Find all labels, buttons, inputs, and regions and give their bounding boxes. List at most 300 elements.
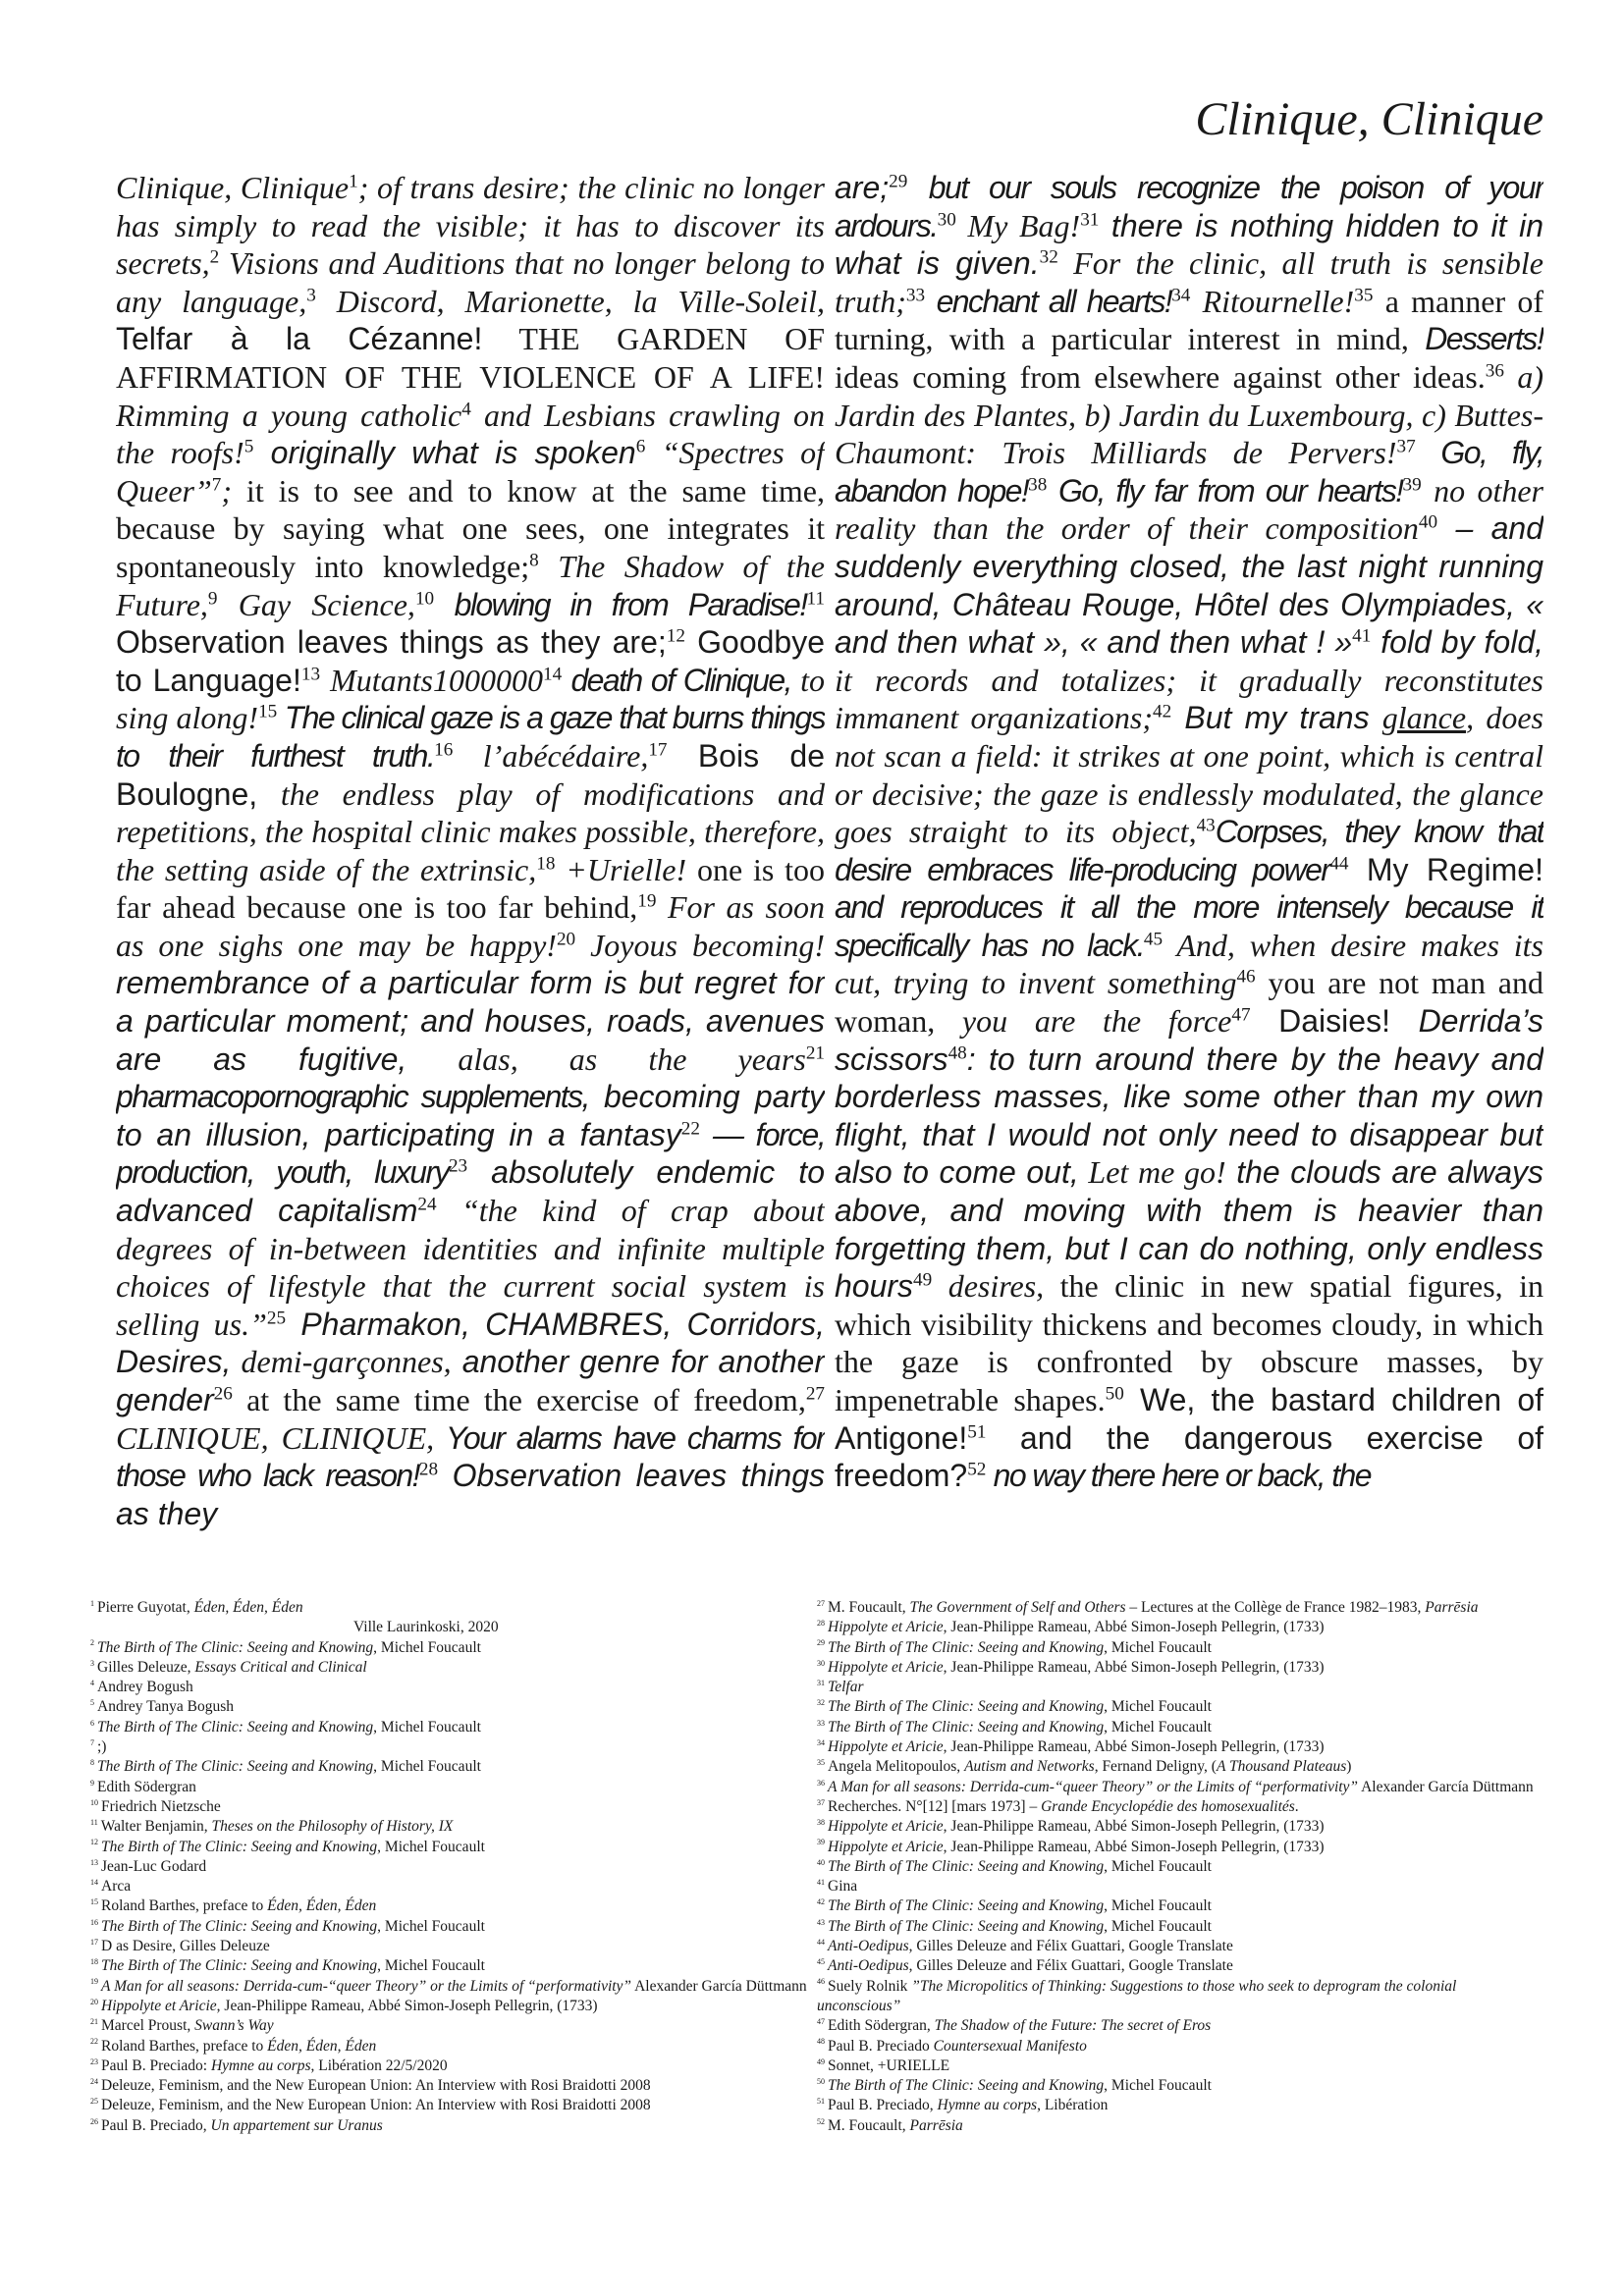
footnote-text: Sonnet, +URIELLE	[828, 2056, 950, 2074]
footnote-text: D as Desire, Gilles Deleuze	[101, 1938, 270, 1955]
footnote-number: 51	[817, 2097, 825, 2107]
footnote	[817, 1917, 1539, 1937]
footnote-text: Andrey Tanya Bogush	[97, 1698, 234, 1716]
footnote-ref: 31	[1080, 208, 1100, 230]
text-run: Clinique, Clinique	[116, 170, 350, 205]
footnote	[817, 1937, 1539, 1956]
footnote	[90, 1778, 812, 1797]
text-run: , does not scan a field: it strikes at one point, which is central or decisive; the gaze is endlessly modulated, the glance goes straight to its object,	[835, 700, 1543, 850]
footnote	[90, 1718, 812, 1737]
text-run: Pharmakon, CHAMBRES, Corridors, Desires,	[116, 1306, 825, 1380]
footnote-ref: 2	[209, 246, 220, 268]
footnotes-left	[90, 1598, 812, 2136]
footnote-ref: 45	[1143, 929, 1164, 950]
footnote	[90, 1697, 812, 1717]
text-run: Go, fly far from our hearts!	[1047, 472, 1403, 508]
footnote	[90, 1598, 812, 1618]
footnote-ref: 46	[1236, 966, 1256, 988]
footnote-ref: 5	[244, 436, 254, 457]
footnote-text: , Michel Foucault	[1104, 1698, 1212, 1716]
footnote-text: The Birth of The Clinic: Seeing and Knowing	[828, 1638, 1105, 1656]
footnote-number: 15	[90, 1897, 98, 1907]
text-run: And, when desire makes its cut, trying to invent something	[835, 927, 1543, 1001]
text-run: My Regime!	[1348, 851, 1543, 887]
footnote	[90, 2116, 812, 2136]
text-run: Observation leaves things as they are;	[116, 624, 667, 661]
footnote-text: M. Foucault,	[828, 2116, 910, 2134]
footnote-text: Grande Encyclopédie des homosexualités	[1041, 1797, 1295, 1815]
footnote-number: 19	[90, 1977, 98, 1987]
footnote-text: The Birth of The Clinic: Seeing and Knowing	[101, 1917, 378, 1935]
footnote-ref: 33	[905, 285, 926, 306]
footnote-text: The Birth of The Clinic: Seeing and Knowing	[828, 1718, 1105, 1735]
footnote	[817, 1678, 1539, 1697]
footnote	[817, 1896, 1539, 1916]
footnote-number: 10	[90, 1797, 98, 1807]
footnote-ref: 37	[1396, 436, 1416, 457]
footnote-ref: 7	[211, 474, 222, 496]
footnote-ref: 40	[1418, 511, 1438, 533]
footnote-ref: 16	[434, 739, 454, 761]
footnote	[817, 1797, 1539, 1817]
footnote-number: 44	[817, 1937, 825, 1947]
footnote	[817, 1778, 1539, 1797]
footnote-number: 23	[90, 2056, 98, 2066]
text-run: Observation leaves things as they	[116, 1458, 825, 1531]
footnote-number: 37	[817, 1797, 825, 1807]
footnote	[90, 2016, 812, 2036]
text-run: Ritournelle!	[1190, 283, 1355, 319]
footnote-text: Swann’s Way	[194, 2017, 274, 2035]
footnote-text: )	[1346, 1758, 1352, 1776]
footnote-text: Pierre Guyotat,	[97, 1599, 194, 1616]
footnote-number: 18	[90, 1957, 98, 1967]
footnote-text: Roland Barthes, preface to	[101, 2037, 268, 2055]
footnote-text: Hippolyte et Aricie	[101, 1997, 217, 2014]
footnote-text: The Birth of The Clinic: Seeing and Knowing	[828, 2077, 1105, 2095]
footnote-number: 25	[90, 2097, 98, 2107]
footnote-number: 34	[817, 1737, 825, 1747]
text-run: originally what is spoken	[253, 435, 636, 471]
footnote-number: 43	[817, 1917, 825, 1927]
text-run: no other reality than the order of their composition	[835, 472, 1543, 547]
footnote-text: Éden, Éden, Éden	[267, 1897, 377, 1915]
footnote	[90, 1997, 812, 2016]
text-run: it is to see and to know at the same time, because by saying what one sees, one integrates it spontaneously into knowledge;	[116, 472, 825, 584]
footnote-number: 9	[90, 1778, 94, 1788]
footnote	[817, 1838, 1539, 1857]
footnote-ref: 42	[1153, 701, 1172, 722]
footnote-number: 28	[817, 1619, 825, 1629]
footnote-number: 12	[90, 1838, 98, 1847]
footnote-text: , Jean-Philippe Rameau, Abbé Simon-Joseph Pellegrin, (1733)	[943, 1619, 1325, 1636]
footnote-ref: 20	[556, 929, 576, 950]
footnote-text: Paul B. Preciado,	[828, 2097, 938, 2114]
footnote	[90, 2056, 812, 2076]
text-run: For the clinic, all truth is sensible truth;	[835, 245, 1543, 319]
footnote-text: , Michel Foucault	[1104, 1718, 1212, 1735]
footnote-number: 32	[817, 1698, 825, 1708]
text-run: Goodbye to Language!	[116, 624, 825, 698]
page-title: Clinique, Clinique	[1195, 93, 1543, 145]
footnote-number: 31	[817, 1679, 825, 1688]
footnote	[90, 1857, 812, 1877]
footnote-number: 4	[90, 1679, 94, 1688]
footnote-text: Deleuze, Feminism, and the New European Union: An Interview with Rosi Braidotti 2008	[101, 2077, 651, 2095]
footnote-text: Hymne au corps	[937, 2097, 1038, 2114]
footnote-text: Paul B. Preciado	[828, 2037, 934, 2055]
footnote-text: Un appartement sur Uranus	[210, 2116, 383, 2134]
footnote-text: Edith Södergran,	[828, 2017, 935, 2035]
footnote-text: , Michel Foucault	[377, 1838, 485, 1855]
footnote-text: The Birth of The Clinic: Seeing and Knowing	[97, 1758, 374, 1776]
text-run: glance	[1381, 700, 1467, 736]
footnote-ref: 48	[947, 1042, 967, 1063]
footnote-text: Telfar	[828, 1679, 864, 1696]
text-run: blowing in from Paradise!	[434, 586, 807, 622]
footnote	[90, 1678, 812, 1697]
footnote-text: , Jean-Philippe Rameau, Abbé Simon-Joseph Pellegrin, (1733)	[216, 1997, 598, 2014]
footnote-text: , Libération 22/5/2020	[310, 2056, 448, 2074]
footnote-text: Gilles Deleuze,	[97, 1658, 195, 1676]
footnote	[817, 1618, 1539, 1637]
footnote	[817, 1737, 1539, 1757]
text-run: The clinical gaze is a gaze that burns things to their furthest truth.	[116, 700, 825, 774]
footnote-text: The Birth of The Clinic: Seeing and Knowing	[101, 1957, 378, 1975]
text-run: My Bag!	[955, 207, 1081, 243]
footnote-text: Hippolyte et Aricie	[828, 1838, 944, 1855]
footnote-text: , Michel Foucault	[1104, 2077, 1212, 2095]
footnote	[817, 1658, 1539, 1678]
footnote	[90, 1877, 812, 1896]
footnote-text: ;)	[97, 1738, 107, 1756]
footnote-number: 29	[817, 1638, 825, 1648]
footnote-number: 38	[817, 1818, 825, 1828]
footnote-number: 2	[90, 1638, 94, 1648]
text-run: remembrance of a particular form is but regret for a particular moment; and houses, roads, avenues are as fugitive,	[116, 965, 825, 1077]
text-run: Bois de Boulogne,	[116, 737, 825, 812]
footnote	[90, 1757, 812, 1777]
footnote-ref: 23	[448, 1155, 468, 1177]
footnote-text: The Birth of The Clinic: Seeing and Knowing	[101, 1838, 378, 1855]
text-run: a) Jardin des Plantes, b) Jardin du Luxembourg, c) Buttes-Chaumont: Trois Milliards de Pervers!	[835, 358, 1543, 471]
footnote-number: 40	[817, 1857, 825, 1867]
text-run: THE GARDEN OF AFFIRMATION OF THE VIOLENCE OF A LIFE!	[116, 321, 825, 395]
text-run: Clinique,	[682, 662, 801, 698]
footnote-text: Éden, Éden, Éden	[267, 2037, 377, 2055]
footnote	[90, 1638, 812, 1658]
text-run: Joyous becoming!	[575, 927, 825, 963]
text-run: Derrida’s scissors	[835, 1003, 1543, 1077]
footnote-number: 49	[817, 2056, 825, 2066]
footnote-number: 24	[90, 2076, 98, 2086]
footnote	[90, 1618, 812, 1637]
text-run: another genre for another gender	[116, 1344, 825, 1417]
text-run: ; of trans desire; the clinic no longer has simply to read the visible; it has to discover its secrets,	[116, 170, 825, 282]
footnote-text: Hippolyte et Aricie	[828, 1658, 944, 1676]
footnote	[817, 2037, 1539, 2056]
text-run: one is too far ahead because one is too far behind,	[116, 851, 825, 926]
text-run: CLINIQUE, CLINIQUE,	[116, 1419, 435, 1456]
footnote-ref: 9	[207, 587, 218, 609]
footnote-ref: 13	[300, 664, 321, 685]
footnote-ref: 18	[536, 853, 556, 875]
footnote-text: , Michel Foucault	[373, 1718, 481, 1735]
footnote-text: Jean-Luc Godard	[101, 1857, 207, 1875]
footnote-number: 47	[817, 2017, 825, 2027]
footnote-text: Parrēsia	[909, 2116, 963, 2134]
footnote-text: , Michel Foucault	[377, 1917, 485, 1935]
footnote-text: Anti-Oedipus	[828, 1938, 909, 1955]
footnote	[90, 1737, 812, 1757]
footnote-text: , Michel Foucault	[373, 1638, 481, 1656]
footnote-ref: 32	[1039, 246, 1058, 268]
text-run: to sing along!	[116, 662, 825, 736]
footnote	[817, 1956, 1539, 1976]
footnote-ref: 24	[417, 1194, 437, 1215]
text-run: pharmacopornographic supplements,	[116, 1079, 589, 1115]
footnote-number: 26	[90, 2116, 98, 2126]
text-run: Desserts!	[1425, 321, 1543, 357]
footnote-number: 46	[817, 1977, 825, 1987]
footnote-text: The Government of Self and Others	[909, 1599, 1126, 1616]
footnote-text: Deleuze, Feminism, and the New European Union: An Interview with Rosi Braidotti 2008	[101, 2097, 651, 2114]
text-run: Corpses, they know that desire embraces life-producing power	[835, 814, 1543, 887]
footnote-ref: 50	[1105, 1383, 1124, 1405]
footnote-text: The Birth of The Clinic: Seeing and Knowing	[828, 1857, 1105, 1875]
footnote-ref: 39	[1402, 474, 1422, 496]
footnote-ref: 6	[635, 436, 646, 457]
footnote-ref: 21	[805, 1042, 825, 1063]
text-run: death of	[562, 662, 683, 698]
footnote-ref: 47	[1231, 1004, 1251, 1026]
footnote-number: 41	[817, 1878, 825, 1887]
footnote-text: Essays Critical and Clinical	[194, 1658, 367, 1676]
footnote	[90, 2096, 812, 2115]
footnote-ref: 29	[889, 171, 908, 192]
footnote-ref: 8	[529, 550, 539, 571]
footnote-number: 35	[817, 1758, 825, 1768]
footnote-text: Hymne au corps	[210, 2056, 311, 2074]
footnote-number: 3	[90, 1658, 94, 1668]
footnote	[817, 2116, 1539, 2136]
footnote-number: 8	[90, 1758, 94, 1768]
text-run: Go, fly, abandon hope!	[835, 435, 1543, 508]
text-run: – and suddenly everything closed, the last night running around, Château Rouge, Hôtel des Olympiades, « and then what », « and then what ! »	[835, 510, 1543, 661]
text-run: desires,	[932, 1268, 1045, 1305]
footnote-ref: 25	[266, 1308, 287, 1329]
footnote	[817, 1697, 1539, 1717]
footnote-ref: 41	[1352, 625, 1372, 647]
footnote-text: , Libération	[1037, 2097, 1109, 2114]
footnote	[90, 1797, 812, 1817]
footnote	[90, 1896, 812, 1916]
footnote-text: , Jean-Philippe Rameau, Abbé Simon-Joseph Pellegrin, (1733)	[943, 1738, 1325, 1756]
footnote-text: Arca	[101, 1878, 132, 1896]
footnote-number: 33	[817, 1718, 825, 1728]
footnote-text: , Michel Foucault	[1104, 1638, 1212, 1656]
text-run: enchant all hearts!	[925, 283, 1172, 319]
footnote-text: , Michel Foucault	[1104, 1917, 1212, 1935]
footnote	[817, 1598, 1539, 1618]
text-run: are;	[835, 170, 890, 205]
text-run: no way there here or back, the	[986, 1458, 1371, 1494]
footnote	[90, 1956, 812, 1976]
footnote-ref: 1	[349, 171, 358, 192]
footnote-ref: 30	[937, 208, 956, 230]
footnote-text: The Birth of The Clinic: Seeing and Knowing	[828, 1917, 1105, 1935]
footnote-text: Angela Melitopoulos,	[828, 1758, 965, 1776]
text-run: +Urielle!	[555, 851, 687, 887]
footnote-text: , Michel Foucault	[377, 1957, 485, 1975]
footnote	[90, 2037, 812, 2056]
footnote	[90, 2076, 812, 2096]
footnote-number: 42	[817, 1897, 825, 1907]
footnote-ref: 49	[913, 1269, 933, 1291]
footnote-number: 14	[90, 1878, 98, 1887]
footnote-ref: 17	[648, 739, 668, 761]
footnote	[817, 2076, 1539, 2096]
text-run: “the kind of crap about degrees of in-between identities and infinite multiple choices of lifestyle that the current social system is selling us.”	[116, 1193, 825, 1342]
footnote	[817, 1857, 1539, 1877]
body-column-left	[116, 169, 825, 1573]
footnote-text: , Fernand Deligny, (	[1094, 1758, 1217, 1776]
footnote-number: 50	[817, 2076, 825, 2086]
text-run: absolutely endemic to advanced capitalism	[116, 1154, 825, 1229]
footnote-text: Anti-Oedipus	[828, 1957, 909, 1975]
footnote-ref: 27	[805, 1383, 825, 1405]
body-text-right	[835, 169, 1543, 1495]
text-run: the clouds are always above, and moving with them is heavier than forgetting them, but I can do nothing, only endless hours	[835, 1154, 1543, 1305]
text-run: you are not man and woman,	[835, 965, 1543, 1040]
text-run: there is nothing hidden to it in what is given.	[835, 207, 1543, 282]
footnote-text: Hippolyte et Aricie	[828, 1619, 944, 1636]
footnote-text: , Jean-Philippe Rameau, Abbé Simon-Joseph Pellegrin, (1733)	[943, 1838, 1325, 1855]
footnote	[90, 1917, 812, 1937]
text-run: fold by fold,	[1371, 624, 1543, 661]
footnote-text: Countersexual Manifesto	[933, 2037, 1087, 2055]
text-run: Discord, Marionette, la Ville-Soleil,	[315, 283, 825, 319]
text-run: We, the bastard children of Antigone!	[835, 1382, 1543, 1456]
footnote-text: Gina	[828, 1878, 858, 1896]
footnote-number: 1	[90, 1598, 94, 1608]
footnote-text: Éden, Éden, Éden	[193, 1599, 303, 1616]
footnote-text: , Michel Foucault	[1104, 1897, 1212, 1915]
footnote-text: , Jean-Philippe Rameau, Abbé Simon-Joseph Pellegrin, (1733)	[943, 1658, 1325, 1676]
footnote-ref: 3	[306, 285, 316, 306]
footnote-text: Edith Södergran	[97, 1778, 196, 1795]
footnote-text: , Gilles Deleuze and Félix Guattari, Google Translate	[908, 1957, 1233, 1975]
text-run: and Lesbians crawling on the roofs!	[116, 397, 825, 471]
footnote-number: 11	[90, 1818, 98, 1828]
text-run: the endless play of modifications and repetitions, the hospital clinic makes possible, therefore, the setting aside of the extrinsic,	[116, 775, 825, 887]
text-run: For as soon as one sighs one may be happy!	[116, 889, 825, 963]
footnote	[817, 2096, 1539, 2115]
text-run: ;	[221, 472, 233, 508]
footnote-text: The Birth of The Clinic: Seeing and Knowing	[97, 1638, 374, 1656]
footnote-text: Friedrich Nietzsche	[101, 1797, 221, 1815]
footnote-number: 21	[90, 2017, 98, 2027]
text-run: it records and totalizes; it gradually reconstitutes immanent organizations;	[835, 662, 1543, 736]
footnote-text: Hippolyte et Aricie	[828, 1738, 944, 1756]
footnote-ref: 15	[258, 701, 278, 722]
footnote-text: A Man for all seasons: Derrida-cum-“queer Theory” or the Limits of “performativity”	[101, 1977, 632, 1995]
text-run: But my trans	[1171, 700, 1382, 736]
footnote-ref: 4	[461, 398, 471, 419]
footnote-text: Theses on the Philosophy of History, IX	[211, 1818, 454, 1836]
text-run: the clinic in new spatial figures, in which visibility thickens and becomes cloudy, in which the gaze is confronted by obscure masses, by impenetrable shapes.	[835, 1268, 1543, 1417]
footnote-ref: 12	[666, 625, 685, 647]
text-run: Daisies!	[1250, 1003, 1390, 1040]
footnote-text: ”The Micropolitics of Thinking: Suggestions to those who seek to deprogram the colonial unconscious”	[817, 1977, 1457, 2014]
footnote	[90, 1977, 812, 1997]
text-run: — force, production, youth, luxury	[116, 1116, 825, 1191]
footnote-text: Ville Laurinkoski, 2020	[353, 1619, 499, 1636]
footnote	[817, 2056, 1539, 2076]
footnote-text: .	[1294, 1797, 1299, 1815]
footnote-ref: 44	[1329, 853, 1349, 875]
footnote	[90, 1658, 812, 1678]
footnote-ref: 35	[1354, 285, 1374, 306]
text-run: and the dangerous exercise of freedom?	[835, 1419, 1543, 1494]
text-run: alas, as the years	[406, 1041, 806, 1077]
text-run: Mutants1000000	[320, 662, 543, 698]
text-run: Visions and Auditions that no longer belong to any language,	[116, 245, 825, 319]
footnote-ref: 22	[680, 1118, 700, 1140]
footnote-number: 22	[90, 2037, 98, 2047]
text-run: but our souls recognize the poison of your ardours.	[835, 170, 1543, 243]
footnote-ref: 34	[1171, 285, 1191, 306]
footnote	[817, 1638, 1539, 1658]
footnote	[817, 1757, 1539, 1777]
footnote-number: 17	[90, 1937, 98, 1947]
footnote-number: 36	[817, 1778, 825, 1788]
footnote-text: , Michel Foucault	[1104, 1857, 1212, 1875]
footnote-number: 48	[817, 2037, 825, 2047]
footnote-text: M. Foucault,	[828, 1599, 910, 1616]
footnote-number: 45	[817, 1957, 825, 1967]
text-run: Your alarms have charms for those who lack reason!	[116, 1419, 825, 1494]
footnote-text: Recherches. N°[12] [mars 1973] –	[828, 1797, 1042, 1815]
text-run: Rimming a young catholic	[116, 397, 462, 433]
text-run: Telfar à la Cézanne!	[116, 321, 483, 357]
footnote-text: The Shadow of the Future: The secret of Eros	[934, 2017, 1212, 2035]
footnote	[90, 1937, 812, 1956]
footnote-text: Paul B. Preciado:	[101, 2056, 211, 2074]
footnote-text: A Man for all seasons: Derrida-cum-“queer Theory” or the Limits of “performativity”	[828, 1778, 1359, 1795]
footnote-number: 5	[90, 1698, 94, 1708]
footnote-text: – Lectures at the Collège de France 1982–1983,	[1125, 1599, 1426, 1616]
footnotes-right	[817, 1598, 1539, 2136]
body-column-right	[835, 169, 1543, 1573]
text-run: The Shadow of the Future,	[116, 548, 825, 622]
text-run: a manner of turning, with a particular interest in mind,	[835, 283, 1543, 357]
footnote-number: 39	[817, 1838, 825, 1847]
text-run: Gay Science,	[217, 586, 415, 622]
footnote	[817, 2016, 1539, 2036]
text-run: you are the force	[935, 1003, 1232, 1040]
footnote	[817, 1877, 1539, 1896]
footnote-number: 7	[90, 1737, 94, 1747]
footnote-text: Walter Benjamin,	[100, 1818, 212, 1836]
footnote-text: Autism and Networks	[964, 1758, 1095, 1776]
text-run: at the same time the exercise of freedom,	[232, 1382, 806, 1417]
footnote-text: A Thousand Plateaus	[1216, 1758, 1347, 1776]
footnote-ref: 26	[213, 1383, 233, 1405]
footnote-ref: 51	[967, 1420, 987, 1442]
text-run: becoming party to an illusion, participating in a fantasy	[116, 1079, 825, 1152]
footnote	[90, 1817, 812, 1837]
